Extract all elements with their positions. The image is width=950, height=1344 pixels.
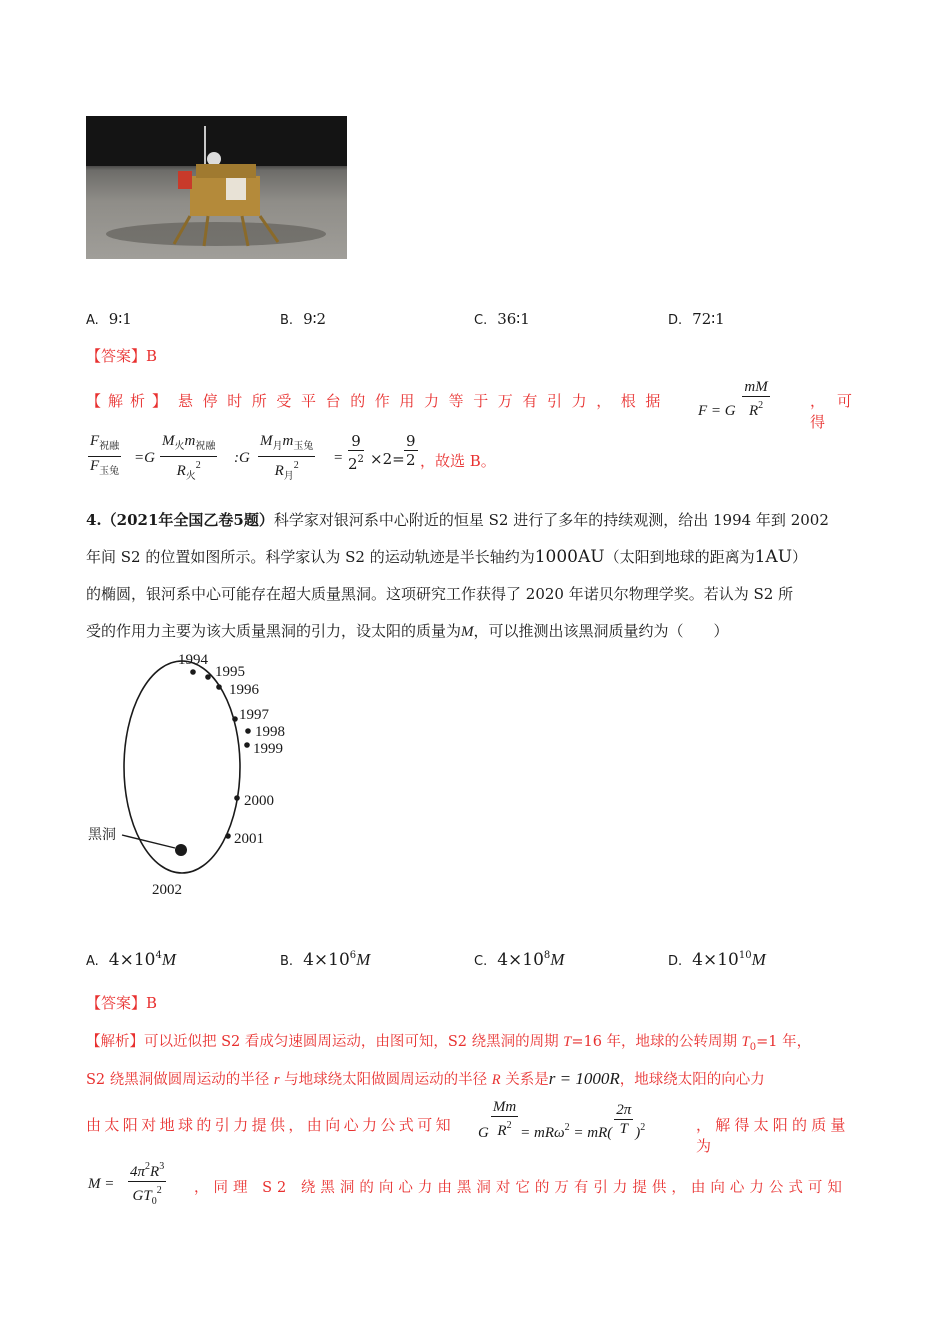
year-label-2000: 2000: [244, 793, 274, 809]
year-label-1995: 1995: [215, 664, 245, 680]
q3-option-c[interactable]: C. 36∶1: [474, 310, 530, 328]
formula-gravity: F = G $\frac{mM}{R^2}$: [698, 379, 768, 419]
q3-analysis-mid: ，可得: [810, 392, 865, 431]
q4-stem-line3: 的椭圆，银河系中心可能存在超大质量黑洞。这项研究工作获得了 2020 年诺贝尔物理学奖。若认为 S2 所: [86, 585, 794, 603]
q3-analysis-prefix: 【解析】: [86, 392, 175, 410]
orbit-point-1999: [244, 742, 250, 748]
q4-analysis-line4: M = $\frac{4\pi^2R^3}{GT_0^2}$ ，同理 S2 绕黑洞的向心力由黑洞对它的万有引力提供，由向心力公式可知: [86, 1158, 866, 1212]
q4-number: 4.: [86, 511, 102, 529]
orbit-ellipse: [124, 661, 240, 873]
orbit-point-1997: [232, 716, 238, 722]
q4-stem-line4: 受的作用力主要为该大质量黑洞的引力，设太阳的质量为M，可以推测出该黑洞质量约为（ ）: [86, 622, 729, 640]
q3-ratio-formula: $F_{祝融}$ $F_{玉兔}$ =G $M_火m_{祝融}$ $R_火^2$ :G $M_月m_{玉兔}$ $R_月^2$ = $\frac{9}{2^2}$ ×2= $\frac{9}{2}$ ，故选 B。: [90, 432, 496, 482]
year-label-2002: 2002: [152, 882, 182, 898]
blackhole-label: 黑洞: [88, 827, 116, 843]
q4-option-c[interactable]: C. $4\times 10^8M$: [474, 950, 565, 970]
q4-option-b[interactable]: B. $4\times 10^6M$: [280, 950, 371, 970]
year-label-1996: 1996: [229, 682, 259, 698]
q3-option-a[interactable]: A. 9∶1: [86, 310, 132, 328]
year-label-1997: 1997: [239, 707, 269, 723]
orbit-point-2000: [234, 795, 240, 801]
q4-stem-line2: 年间 S2 的位置如图所示。科学家认为 S2 的运动轨迹是半长轴约为1000AU（太阳到地球的距离为1AU）: [86, 547, 808, 567]
blackhole-pointer: [122, 835, 175, 848]
year-label-1998: 1998: [255, 724, 285, 740]
orbit-point-1996: [216, 684, 222, 690]
blackhole-dot: [175, 844, 187, 856]
orbit-point-2001: [225, 833, 231, 839]
q4-stem-line1: 4.（2021年全国乙卷5题）科学家对银河系中心附近的恒星 S2 进行了多年的持续观测，给出 1994 年到 2002: [86, 511, 829, 529]
q4-answer: 【答案】B: [86, 994, 158, 1012]
q4-option-a[interactable]: A. $4\times 10^4M$: [86, 950, 177, 970]
lander-photo: [86, 116, 347, 259]
q3-analysis-end: ，故选 B。: [420, 452, 496, 470]
year-label-1999: 1999: [253, 741, 283, 757]
lander-image: [86, 116, 347, 259]
q3-option-b[interactable]: B. 9∶2: [280, 310, 327, 328]
q4-analysis-line1: 【解析】可以近似把 S2 看成匀速圆周运动，由图可知，S2 绕黑洞的周期 T=16 年，地球的公转周期 $T_0=1$ 年，: [86, 1034, 812, 1053]
q3-analysis-text: 悬停时所受平台的作用力等于万有引力，根据: [178, 392, 671, 410]
year-label-1994: 1994: [178, 652, 208, 668]
q4-analysis-line3: 由太阳对地球的引力提供，由向心力公式可知 G $\frac{Mm}{R^2}$ = mRω$^2$ = mR( $\frac{2\pi}{T}$ )$^2$ ，解得太阳的质量为: [86, 1099, 850, 1155]
q4-analysis-line2: S2 绕黑洞做圆周运动的半径 r 与地球绕太阳做圆周运动的半径 R 关系是r = 1000R，地球绕太阳的向心力: [86, 1069, 765, 1088]
q3-option-d[interactable]: D. 72∶1: [668, 310, 725, 328]
q3-analysis-line1: [86, 378, 866, 431]
orbit-diagram: [80, 648, 300, 903]
q3-answer: 【答案】B: [86, 347, 158, 365]
q4-option-d[interactable]: D. $4\times 10^{10}M$: [668, 950, 766, 970]
orbit-point-1994: [190, 669, 196, 675]
orbit-point-1995: [205, 674, 211, 680]
formula-centripetal: G $\frac{Mm}{R^2}$ = mRω$^2$ = mR( $\frac{2\pi}{T}$ )$^2$: [478, 1099, 646, 1141]
orbit-point-1998: [245, 728, 251, 734]
year-label-2001: 2001: [234, 831, 264, 847]
q4-source: （2021年全国乙卷5题）: [101, 511, 274, 529]
